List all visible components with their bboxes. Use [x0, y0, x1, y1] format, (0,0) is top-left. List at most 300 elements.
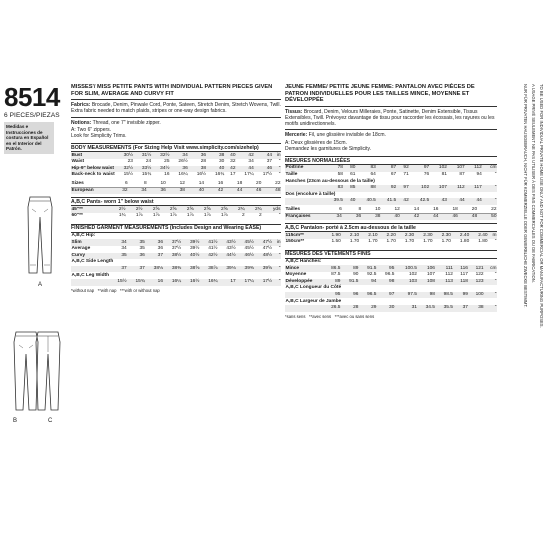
cell-value: 40½	[182, 253, 200, 260]
cell-value: 6	[323, 207, 342, 214]
table-row	[285, 198, 497, 205]
cell-value: 30	[218, 159, 225, 165]
cell-value: 46	[254, 166, 272, 173]
cell-value: 1.70	[423, 239, 433, 245]
cell-value: 40	[381, 213, 400, 220]
cell-value: 98	[377, 279, 395, 286]
cell-value: 12	[166, 181, 185, 188]
cell-value: 100	[468, 292, 484, 299]
cell-value: 2¾	[228, 206, 245, 213]
cell-value: 22	[478, 207, 497, 214]
row-label	[285, 292, 323, 299]
figure-c-label: C	[48, 418, 53, 424]
cell-value: 107	[430, 185, 448, 192]
cell-value: 39⅜	[236, 266, 254, 273]
cell-value: 36	[342, 213, 361, 220]
french-footnotes: *sans sens **avec sens ***avec ou sans sens	[285, 313, 375, 319]
cell-value: 16¼	[178, 172, 188, 178]
row-label: Back-neck to waist	[71, 172, 115, 178]
cell-value: 91.5	[341, 279, 359, 286]
cell-value: 36	[145, 239, 163, 246]
cell-value: 28	[341, 305, 359, 312]
cell-value: 26.5	[323, 305, 341, 312]
cell-value: 98.5	[435, 292, 453, 299]
cell-value: 118	[453, 279, 468, 286]
cell-value: 38	[362, 213, 381, 220]
row-label: Bust	[71, 152, 115, 159]
pattern-id-column	[4, 84, 60, 154]
table-row	[71, 213, 281, 220]
row-label: Hip-9" below waist	[71, 165, 115, 171]
cell-value: "	[494, 272, 497, 278]
table-row	[71, 272, 281, 279]
cell-value: 17¼	[236, 279, 254, 286]
figure-a-pants-back-view	[22, 195, 58, 275]
cell-value: 25	[164, 159, 170, 165]
cell-value: 2½	[109, 206, 126, 213]
cell-value: yds	[262, 206, 281, 213]
cell-value: 92	[376, 185, 396, 192]
cell-value: 89	[341, 265, 359, 272]
cell-value: 2⅝	[160, 206, 177, 213]
cell-value: 17¼	[244, 172, 254, 178]
cell-value: 18	[439, 207, 458, 214]
cell-value: 44	[420, 213, 439, 220]
cell-value: 42	[205, 187, 224, 194]
cell-value: 1⅞	[169, 213, 177, 219]
french-notions: Mercerie: Fil, une glissière invisible de 18cm.	[285, 132, 386, 139]
cell-value: 34	[323, 213, 342, 220]
cell-value: 10	[147, 181, 166, 188]
cell-value: 35	[109, 253, 127, 260]
cell-value: "	[278, 172, 281, 178]
row-label: Moyenne	[285, 272, 307, 278]
cell-value: 17	[218, 279, 236, 286]
pattern-number: 8514	[4, 82, 60, 112]
cell-value: 1⅞	[203, 213, 211, 219]
cell-value: "	[484, 305, 497, 312]
cell-value: 2⅝	[211, 206, 228, 213]
cell-value: 106	[417, 265, 435, 272]
cell-value: 36	[157, 246, 164, 252]
table-row	[71, 172, 281, 179]
cell-value: 16	[420, 207, 439, 214]
row-label: A,B,C Hanches:	[285, 258, 322, 264]
cell-value: 37	[266, 159, 273, 165]
cell-value: 97	[409, 165, 429, 172]
cell-value: 34	[170, 152, 188, 159]
cell-value: 41½	[200, 239, 218, 246]
cell-value: 97.5	[395, 292, 418, 299]
table-row	[71, 239, 281, 246]
cell-value: 20	[243, 181, 262, 188]
row-label: 150cm**	[285, 239, 305, 245]
cell-value: "	[494, 239, 497, 245]
table-row	[71, 152, 281, 159]
cell-value: 95	[323, 292, 341, 299]
cell-value: 17½	[262, 172, 273, 178]
table-row	[285, 165, 497, 172]
cell-value: 2.40	[470, 232, 488, 239]
cell-value: 12	[381, 207, 400, 214]
cell-value: 34½	[152, 166, 170, 173]
cell-value: 2	[258, 213, 262, 219]
cell-value: "	[484, 279, 497, 286]
row-label: Waist	[71, 159, 85, 165]
cell-value: 40	[225, 152, 236, 159]
cell-value: 47½	[262, 246, 273, 252]
cell-value: 121	[468, 265, 484, 272]
cell-value: 112	[445, 272, 453, 278]
cell-value: 1⅞	[152, 213, 160, 219]
table-row	[71, 246, 281, 253]
cell-value: 1⅞	[220, 213, 228, 219]
cell-value: 30½	[115, 152, 133, 159]
cell-value: 2.30	[396, 232, 414, 239]
cell-value: 37½	[164, 239, 182, 246]
cell-value: 15½	[123, 172, 133, 178]
divider	[285, 129, 497, 130]
cell-value: 2.30	[433, 232, 451, 239]
row-label: European	[71, 187, 109, 194]
table-row	[285, 172, 497, 179]
cell-value: 42	[400, 213, 419, 220]
table-row	[285, 272, 497, 279]
cell-value: 44	[224, 187, 243, 194]
cell-value: 42½	[200, 253, 218, 260]
cell-value: 42	[225, 166, 236, 173]
cell-value: 85	[343, 185, 356, 192]
cell-value: 46	[439, 213, 458, 220]
cell-value: 102	[409, 185, 429, 192]
cell-value: 122	[475, 272, 484, 278]
cell-value: 102	[408, 272, 417, 278]
cell-value: 2⅝	[194, 206, 211, 213]
cell-value: 34	[121, 246, 127, 252]
cell-value: 2.10	[341, 232, 359, 239]
row-label: Mince	[285, 265, 323, 272]
cell-value: 17	[230, 172, 236, 178]
cell-value: 36	[170, 166, 188, 173]
french-body-measurements-heading: MESURES NORMALISÉES	[285, 156, 497, 165]
french-title: JEUNE FEMME/ PETITE JEUNE FEMME: PANTALON AVEC PIÈCES DE PATRON INDIVIDUELLES POUR LES TAILLES MINCE, MOYENNE ET DÉVELOPPÉE	[285, 84, 475, 104]
figure-c-pants-front-view	[30, 330, 66, 412]
row-label: Slim	[71, 239, 109, 246]
cell-value: 96.5	[359, 292, 377, 299]
cell-value: cm	[482, 165, 497, 172]
cell-value: 1.90	[323, 232, 341, 239]
english-finished-heading: FINISHED GARMENT MEASUREMENTS (Includes Design and Wearing EASE)	[71, 224, 281, 233]
cell-value: 26½	[178, 159, 188, 165]
english-pants-heading: A,B,C Pants- worn 1" below waist	[71, 197, 281, 206]
cell-value: 43½	[226, 246, 236, 252]
english-notions-trims: Look for Simplicity Trims.	[71, 133, 127, 139]
row-label: Taille	[285, 171, 298, 177]
cell-value: 64	[370, 171, 376, 177]
cell-value: 46	[243, 187, 262, 194]
cell-value: 89	[323, 279, 341, 286]
cell-value: 8	[342, 207, 361, 214]
cell-value: 48	[262, 187, 281, 194]
row-label: 60"**	[71, 213, 83, 219]
french-fabrics: Tissus: Brocard, Denim, Velours Milleraies, Ponte, Satinette, Denim Extensible, Tissus Extensibles, Twill. Prévoyez davantage de tissu pour raccorder les écossais, les rayures ou les motifs unidirectionnels.	[285, 108, 495, 128]
cell-value: 117	[465, 185, 482, 192]
cell-value: 92.5	[367, 272, 377, 278]
cell-value: in	[273, 152, 281, 159]
cell-value: 1.70	[349, 239, 360, 245]
english-finished-table	[71, 233, 281, 286]
cell-value: 58	[337, 171, 343, 177]
cell-value: 10	[362, 207, 381, 214]
cell-value: 107	[426, 272, 435, 278]
cell-value: 100.5	[395, 265, 418, 272]
cell-value: 36	[147, 187, 166, 194]
cell-value: 96.5	[385, 272, 395, 278]
cell-value: 36	[127, 253, 145, 260]
english-body-table	[71, 152, 281, 178]
figure-b-label: B	[13, 418, 18, 424]
cell-value: 32½	[152, 152, 170, 159]
cell-value: 94	[476, 171, 482, 177]
cell-value: 87	[459, 171, 465, 177]
cell-value: 22	[262, 181, 281, 188]
cell-value: 16	[145, 279, 163, 286]
cell-value: 96	[341, 292, 359, 299]
french-body-table	[285, 165, 497, 205]
row-label	[71, 266, 109, 273]
cell-value: 112	[447, 185, 465, 192]
divider	[71, 99, 281, 100]
pieces-count: 6 PIECES/PIEZAS	[4, 112, 60, 119]
cell-value: 46½	[236, 253, 254, 260]
table-row	[285, 259, 497, 266]
row-label	[285, 198, 323, 205]
cell-value: 102	[430, 165, 448, 172]
cell-value: 38	[166, 187, 185, 194]
cell-value: 2.10	[360, 232, 378, 239]
cell-value: 33½	[133, 166, 151, 173]
cell-value: 107	[447, 165, 465, 172]
cell-value: 34	[128, 187, 147, 194]
cell-value: 99	[453, 292, 468, 299]
cell-value: 2.20	[378, 232, 396, 239]
cell-value: 37	[453, 305, 468, 312]
cell-value: "	[482, 185, 497, 192]
cell-value: 40	[207, 166, 225, 173]
cell-value: 14	[185, 181, 204, 188]
cell-value: 48	[458, 213, 477, 220]
cell-value: 78	[323, 165, 343, 172]
table-row	[285, 185, 497, 192]
cell-value: 83	[356, 165, 376, 172]
cell-value: 35.5	[435, 305, 453, 312]
cell-value: 16½	[196, 172, 207, 178]
cell-value: 76	[423, 171, 430, 177]
cell-value: 81	[441, 171, 447, 177]
cell-value: 42	[397, 198, 410, 205]
cell-value: 35	[139, 246, 145, 252]
cell-value: m	[488, 232, 497, 239]
cell-value: 40	[343, 198, 356, 205]
row-label: 45"**	[71, 206, 109, 213]
cell-value: 116	[453, 265, 468, 272]
disclaimer-line-en: TO BE USED FOR INDIVIDUAL PRIVATE HOME USE ONLY AND NOT FOR COMMERCIAL OR MANUFACTURING PURPOSES.	[539, 84, 544, 328]
cell-value: 39⅛	[218, 266, 236, 273]
cell-value: 61	[350, 171, 356, 177]
cell-value: 40	[185, 187, 204, 194]
cell-value: 2⅝	[177, 206, 194, 213]
table-row	[71, 233, 281, 240]
cell-value: 38⅞	[200, 266, 218, 273]
cell-value: 37	[109, 266, 127, 273]
cell-value: "	[494, 171, 497, 177]
cell-value: 29	[359, 305, 377, 312]
table-row	[285, 239, 497, 246]
cell-value: "	[278, 159, 281, 165]
cell-value: 1.50	[331, 239, 341, 245]
cell-value: 28	[200, 159, 207, 165]
row-label: Sizes	[71, 181, 109, 188]
cell-value: 43½	[218, 239, 236, 246]
cell-value: 1¾	[118, 213, 126, 219]
cell-value: 1.80	[478, 239, 488, 245]
table-row	[71, 259, 281, 266]
row-label: Dos (encolure à taille)	[285, 191, 336, 197]
cell-value: 15¾	[127, 279, 145, 286]
disclaimer-line-fr: A USAGE PRIVÉ SEULEMENT NE PAS UTILISER À DES FINS COMMERCIALES OU DE FABRICATION.	[531, 84, 536, 283]
cell-value: 38⅝	[182, 266, 200, 273]
cell-value: 44	[465, 198, 482, 205]
cell-value: 32½	[115, 166, 133, 173]
cell-value: 16¾	[214, 172, 225, 178]
french-pants-heading: A,B,C Pantalon- porté à 2.5cm au-dessous de la taille	[285, 223, 497, 232]
row-label: 115cm**	[285, 232, 323, 239]
cell-value: 94	[359, 279, 377, 286]
cell-value: "	[273, 279, 281, 286]
row-label: A,B,C Hip:	[71, 232, 96, 238]
row-label: Curvy	[71, 253, 109, 260]
cell-value: 41.5	[376, 198, 396, 205]
usage-disclaimer	[514, 84, 546, 474]
cell-value: 117	[460, 272, 468, 278]
cell-value: 23	[127, 159, 133, 165]
cell-value: 31½	[133, 152, 151, 159]
cell-value: 86.5	[323, 265, 341, 272]
row-label: Hanches (23cm au-dessous de la taille)	[285, 178, 375, 184]
cell-value: 71	[403, 171, 409, 177]
french-sizes-table	[285, 207, 497, 220]
cell-value: 24	[145, 159, 152, 165]
row-label: Poitrine	[285, 165, 323, 172]
cell-value: "	[482, 198, 497, 205]
french-pants-table	[285, 232, 497, 245]
cell-value: 103	[395, 279, 418, 286]
english-sizes-table	[71, 181, 281, 194]
cell-value: 1.80	[459, 239, 470, 245]
cell-value: 44½	[218, 253, 236, 260]
cell-value: 39⅝	[254, 266, 272, 273]
cell-value: 38	[188, 166, 206, 173]
cell-value: 112	[465, 165, 482, 172]
cell-value: 92	[397, 165, 410, 172]
cell-value: 16	[205, 181, 224, 188]
cell-value: 1.70	[441, 239, 451, 245]
cell-value: 90	[353, 272, 359, 278]
cell-value: 37	[127, 266, 145, 273]
french-notions-a: A: Deux glissières de 15cm.	[285, 139, 347, 146]
cell-value: 48½	[254, 253, 272, 260]
table-row	[285, 305, 497, 312]
cell-value: cm	[484, 265, 497, 272]
french-finished-table	[285, 259, 497, 312]
spanish-note: Medidas e Instrucciones de costura en Español en el Interior del Patrón.	[4, 122, 54, 154]
english-pants-table	[71, 206, 281, 219]
cell-value: 45½	[236, 239, 254, 246]
cell-value: 123	[468, 279, 484, 286]
cell-value: 37½	[171, 246, 182, 252]
disclaimer-line-de: NUR FÜR PRIVATEN HAUSGEBRAUCH, NICHT FÜR KOMMERZIELLE ODER GEWERBLICHE ZWECKE BESTIMMT.	[523, 84, 528, 308]
cell-value: 67	[390, 171, 397, 177]
cell-value: "	[273, 166, 281, 173]
divider	[285, 106, 497, 107]
french-finished-heading: MESURES DES VÊTEMENTS FINIS	[285, 250, 497, 259]
table-row	[285, 207, 497, 214]
cell-value: 40.5	[356, 198, 376, 205]
cell-value: 44	[447, 198, 465, 205]
cell-value: 108	[417, 279, 435, 286]
english-fabrics: Fabrics: Brocade, Denim, Pinwale Cord, Ponte, Sateen, Stretch Denim, Stretch Wovens, Twill. Extra fabric needed to match plaids, stripes or one-way design fabrics.	[71, 102, 281, 115]
table-row	[285, 265, 497, 272]
cell-value: 44	[236, 166, 254, 173]
cell-value: 1⅞	[186, 213, 194, 219]
cell-value: 97	[377, 292, 395, 299]
cell-value: 34	[109, 239, 127, 246]
cell-value: "	[273, 266, 281, 273]
cell-value: 35	[127, 239, 145, 246]
cell-value: 36	[188, 152, 206, 159]
cell-value: 15½	[109, 279, 127, 286]
row-label: A,B,C Longueur du Côté	[285, 285, 342, 291]
cell-value: "	[278, 213, 281, 219]
row-label	[285, 185, 323, 192]
row-label: A,B,C Largeur de Jambe	[285, 298, 342, 304]
row-label: A,B,C Side Length	[71, 259, 114, 265]
cell-value: 16½	[182, 279, 200, 286]
cell-value: 38⅛	[145, 266, 163, 273]
row-label: A,B,C Leg Width	[71, 272, 110, 278]
english-title: MISSES'/ MISS PETITE PANTS WITH INDIVIDUAL PATTERN PIECES GIVEN FOR SLIM, AVERAGE AND CURVY FIT	[71, 84, 273, 97]
cell-value: 95	[377, 265, 395, 272]
divider	[71, 117, 281, 118]
cell-value: 18	[224, 181, 243, 188]
cell-value: 32	[109, 187, 128, 194]
cell-value: 98	[417, 292, 435, 299]
cell-value: 30	[377, 305, 395, 312]
cell-value: 8	[128, 181, 147, 188]
table-row	[285, 213, 497, 220]
cell-value: 87	[376, 165, 396, 172]
cell-value: 44	[254, 152, 272, 159]
cell-value: 39½	[182, 239, 200, 246]
cell-value: 41½	[208, 246, 218, 252]
cell-value: 42	[236, 152, 254, 159]
cell-value: 39½	[190, 246, 200, 252]
french-notions-trims: Demandez les garnitures de Simplicity.	[285, 145, 372, 152]
cell-value: 2.30	[415, 232, 433, 239]
cell-value: 6	[109, 181, 128, 188]
cell-value: 88	[356, 185, 376, 192]
cell-value: 2½	[126, 206, 143, 213]
